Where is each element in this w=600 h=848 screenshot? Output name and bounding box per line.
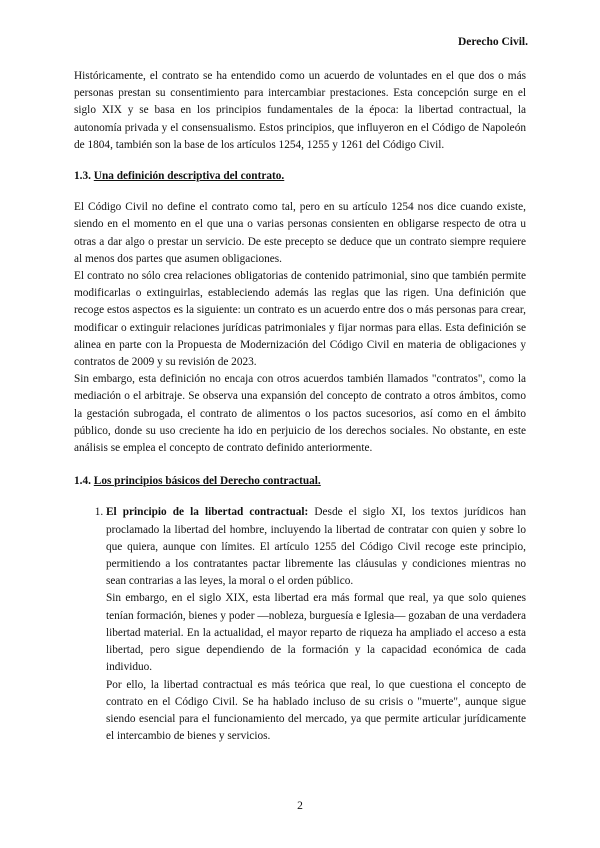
section-1-3-paragraph-1: El Código Civil no define el contrato como tal, pero en su artículo 1254 nos dice cuando existe, siendo en el momento en el que una o varias personas consienten en obligarse respecto de otra u otras a dar algo o prestar un servicio. De este precepto se deduce que un contrato siempre requiere al menos dos partes que asumen obligaciones. xyxy=(74,201,526,265)
intro-paragraph: Históricamente, el contrato se ha entendido como un acuerdo de voluntades en el que dos o más personas prestan su consentimiento para intercambiar prestaciones. Esta concepción surge en el siglo XIX y se basa en los principios fundamentales de la época: la libertad contractual, la autonomía privada y el consensualismo. Estos principios, que influyeron en el Código de Napoleón de 1804, también son la base de los artículos 1254, 1255 y 1261 del Código Civil. xyxy=(74,70,526,151)
principle-1-paragraph-1 xyxy=(106,504,526,590)
principle-1-paragraph-3: Por ello, la libertad contractual es más teórica que real, lo que cuestiona el concepto de contrato en el Código Civil. Se ha hablado incluso de su crisis o "muerte", aunque sigue siendo esencial para el funcionamiento del mercado, ya que permite articular jurídicamente el intercambio de bienes y servicios. xyxy=(106,678,526,743)
section-heading-1-4 xyxy=(74,473,526,490)
section-1-3-paragraph-3: Sin embargo, esta definición no encaja con otros acuerdos también llamados "contratos", como la mediación o el arbitraje. Se observa una expansión del concepto de contrato a otros ámbitos, como la gestación subrogada, el contrato de alimentos o los pactos sucesorios, así como en el ámbito público, donde su uso creciente ha ido en perjuicio de los derechos sociales. No obstante, en este análisis se emplea el concepto de contrato definido anteriormente. xyxy=(74,373,526,455)
principles-list xyxy=(74,504,526,745)
section-number: 1.4. xyxy=(74,475,91,488)
page-content xyxy=(74,68,526,745)
principle-text: Desde el siglo XI, los textos jurídicos han proclamado la libertad del hombre, incluyendo la libertad de contratar con quien y sobre lo que quiera, aunque con límites. El artículo 1255 del Código Civil recoge este principio, permitiendo a los contratantes pactar libremente las cláusulas y condiciones mientras no sean contrarias a las leyes, la moral o el orden público. xyxy=(106,506,526,588)
section-heading-1-3 xyxy=(74,168,526,185)
document-header: Derecho Civil. xyxy=(457,36,528,48)
section-1-3-paragraph-2: El contrato no sólo crea relaciones obligatorias de contenido patrimonial, sino que también permite modificarlas o extinguirlas, estableciendo además las reglas que las rigen. Una definición que recoge estos aspectos es la siguiente: un contrato es un acuerdo entre dos o más personas para crear, modificar o extinguir relaciones jurídicas patrimoniales y fijar normas para ellas. Esta definición se alinea en parte con la Propuesta de Modernización del Código Civil en materia de obligaciones y contratos de 2009 y su revisión de 2023. xyxy=(74,270,526,369)
page-number: 2 xyxy=(297,800,303,812)
section-title: Una definición descriptiva del contrato. xyxy=(93,170,285,183)
list-item xyxy=(106,504,526,745)
section-title: Los principios básicos del Derecho contractual. xyxy=(93,475,321,488)
section-number: 1.3. xyxy=(74,170,91,183)
principle-1-paragraph-2: Sin embargo, en el siglo XIX, esta libertad era más formal que real, ya que solo quienes tenían formación, bienes y poder —nobleza, burguesía e Iglesia— gozaban de una verdadera libertad material. En la actualidad, el mayor reparto de riqueza ha ampliado el acceso a esta libertad, pero sigue dependiendo de la formación y la capacidad económica de cada individuo. xyxy=(106,592,526,674)
principle-lead: El principio de la libertad contractual: xyxy=(106,506,309,519)
